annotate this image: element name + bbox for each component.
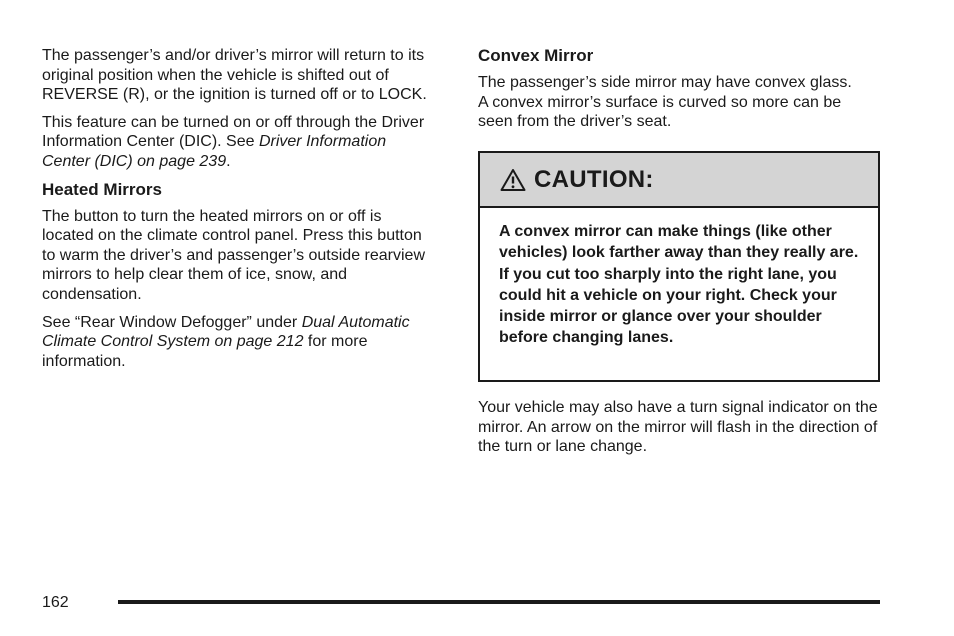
climate-reference-link: Dual Automatic Climate Control System on page 212 bbox=[42, 313, 410, 351]
paragraph-mirror-return: The passenger’s and/or driver’s mirror will return to its original position when the vehicle is shifted out of REVERSE (R), or the ignition is turned off or to LOCK. bbox=[42, 47, 427, 104]
left-column bbox=[42, 46, 427, 379]
paragraph-heated-mirrors: The button to turn the heated mirrors on or off is located on the climate control panel. Press this button to warm the driver’s and passenger’s outside rearview mirrors to help clear them of ice, snow, and condensation. bbox=[42, 207, 426, 303]
paragraph-convex-mirror: The passenger’s side mirror may have convex glass. A convex mirror’s surface is curved so more can be seen from the driver’s seat. bbox=[478, 74, 852, 131]
page-number: 162 bbox=[42, 594, 69, 611]
turn-signal-section bbox=[478, 398, 888, 457]
defogger-end: for more information. bbox=[42, 333, 368, 370]
dic-reference-link: Driver Information Center (DIC) on page 239 bbox=[42, 133, 387, 170]
dic-text: This feature can be turned on or off through the Driver Information Center (DIC). See bbox=[42, 113, 425, 151]
defogger-text: See “Rear Window Defogger” under bbox=[42, 313, 302, 331]
footer-rule bbox=[118, 600, 880, 604]
caution-title: CAUTION: bbox=[534, 165, 654, 193]
caution-text: A convex mirror can make things (like other vehicles) look farther away than they really are. If you cut too sharply into the right lane, you could hit a vehicle on your right. Check your inside mirror or glance over your shoulder before changing lanes. bbox=[499, 223, 859, 347]
heated-mirrors-heading: Heated Mirrors bbox=[42, 179, 162, 199]
warning-triangle-icon bbox=[500, 168, 526, 192]
paragraph-defogger bbox=[42, 313, 427, 372]
caution-box bbox=[478, 151, 880, 382]
caution-header bbox=[480, 153, 878, 208]
right-column bbox=[478, 46, 880, 132]
dic-end: . bbox=[226, 152, 231, 170]
convex-mirror-heading: Convex Mirror bbox=[478, 46, 594, 65]
paragraph-turn-signal: Your vehicle may also have a turn signal indicator on the mirror. An arrow on the mirror will flash in the direction of the turn or lane change. bbox=[478, 399, 878, 456]
paragraph-dic-feature bbox=[42, 113, 427, 172]
